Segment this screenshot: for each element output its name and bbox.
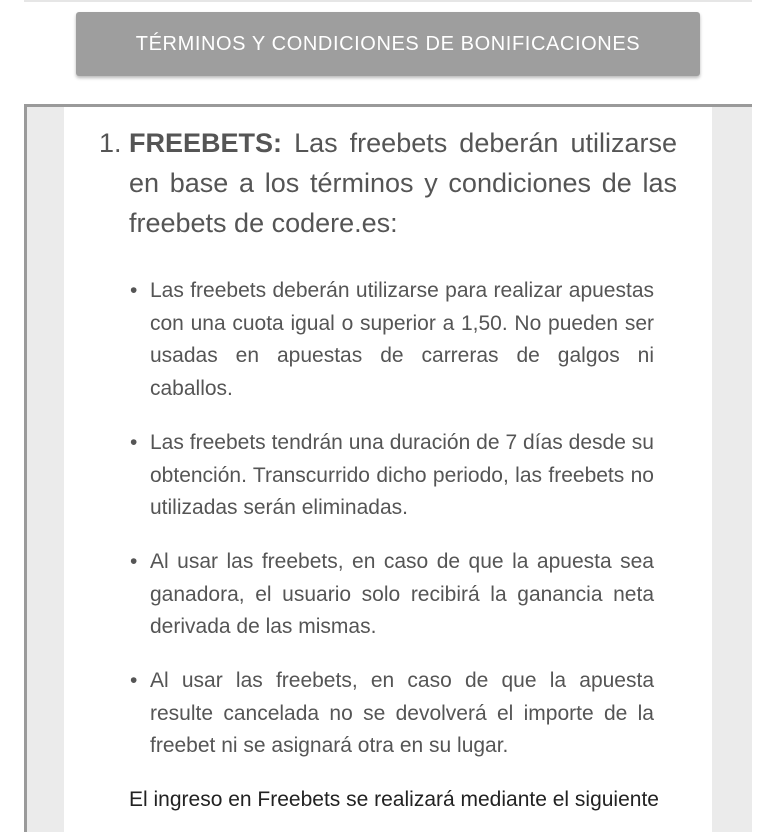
top-divider <box>24 0 752 2</box>
freebets-deposit-text: El ingreso en Freebets se realizará mediante el siguiente <box>129 788 659 811</box>
list-item <box>130 427 654 525</box>
bonus-terms-button[interactable]: TÉRMINOS Y CONDICIONES DE BONIFICACIONES <box>76 12 700 76</box>
bullet-icon: • <box>130 430 138 454</box>
rule-text: Las freebets tendrán una duración de 7 días desde su obtención. Transcurrido dicho periodo, las freebets no utilizadas serán eliminadas. <box>150 430 654 520</box>
clause-body <box>129 123 677 243</box>
bullet-icon: • <box>130 279 138 302</box>
clause-title: FREEBETS: <box>129 128 283 158</box>
list-item <box>130 546 654 644</box>
rule-text: Las freebets deberán utilizarse para realizar apuestas con una cuota igual o superior a 1,50. No pueden ser usadas en apuestas de carreras de galgos ni caballos. <box>150 279 654 401</box>
list-item <box>130 275 654 406</box>
rule-text: Al usar las freebets, en caso de que la apuesta resulte cancelada no se devolverá el importe de la freebet ni se asignará otra en su lugar. <box>150 669 654 758</box>
rule-text: Al usar las freebets, en caso de que la apuesta sea ganadora, el usuario solo recibirá la ganancia neta derivada de las mismas. <box>150 549 654 639</box>
terms-panel <box>24 104 752 832</box>
bullet-icon: • <box>130 669 138 693</box>
bullet-icon: • <box>130 549 138 573</box>
clause-number: 1. <box>99 128 122 158</box>
terms-content <box>64 107 712 832</box>
clause-text: Las freebets deberán utilizarse en base a los términos y condiciones de las freebets de codere.es: <box>129 128 677 238</box>
freebets-rules-list <box>130 275 654 784</box>
list-item <box>130 665 654 763</box>
